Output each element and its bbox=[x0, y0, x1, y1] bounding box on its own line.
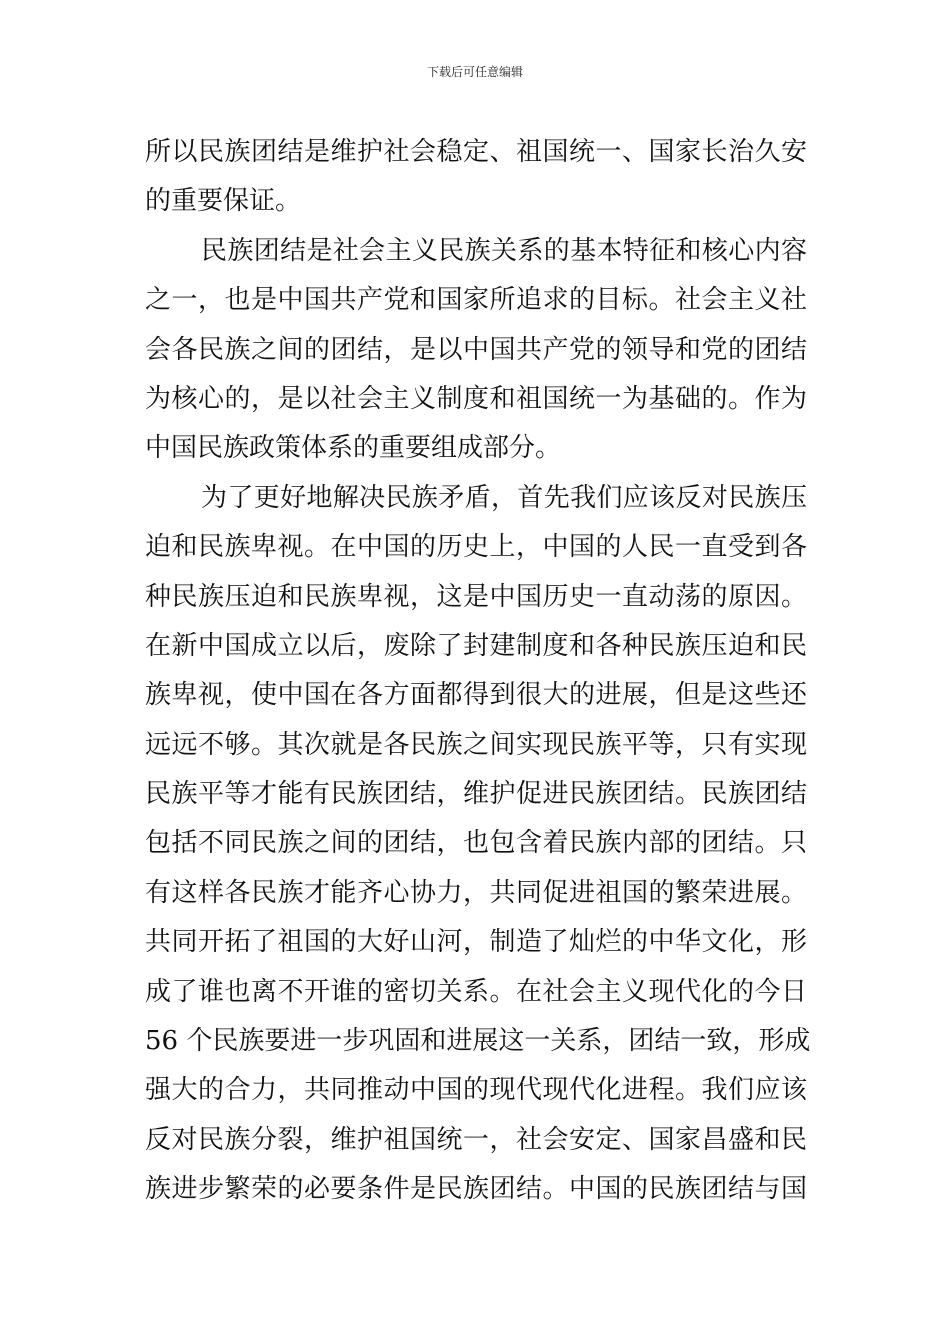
text-line: 族卑视，使中国在各方面都得到很大的进展，但是这些还 bbox=[145, 680, 807, 711]
text-line: 远远不够。其次就是各民族之间实现民族平等，只有实现 bbox=[145, 729, 807, 760]
text-line: 种民族压迫和民族卑视，这是中国历史一直动荡的原因。 bbox=[145, 581, 807, 612]
page-header: 下载后可任意编辑 bbox=[426, 65, 523, 79]
text-line: 民族团结是社会主义民族关系的基本特征和核心内容 bbox=[201, 235, 807, 266]
text-line: 会各民族之间的团结，是以中国共产党的领导和党的团结 bbox=[145, 334, 807, 365]
body-text bbox=[145, 128, 811, 1215]
text-line: 民族平等才能有民族团结，维护促进民族团结。民族团结 bbox=[145, 779, 807, 810]
text-line: 共同开拓了祖国的大好山河，制造了灿烂的中华文化，形 bbox=[145, 927, 807, 958]
text-line: 包括不同民族之间的团结，也包含着民族内部的团结。只 bbox=[145, 828, 807, 859]
text-line: 中国民族政策体系的重要组成部分。 bbox=[145, 433, 562, 464]
text-line: 为核心的，是以社会主义制度和祖国统一为基础的。作为 bbox=[145, 383, 807, 414]
text-line: 有这样各民族才能齐心协力，共同促进祖国的繁荣进展。 bbox=[145, 877, 807, 908]
text-line: 之一，也是中国共产党和国家所追求的目标。社会主义社 bbox=[145, 285, 807, 316]
text-line: 迫和民族卑视。在中国的历史上，中国的人民一直受到各 bbox=[145, 532, 807, 563]
text-line: 在新中国成立以后，废除了封建制度和各种民族压迫和民 bbox=[145, 630, 807, 661]
text-line: 56 个民族要进一步巩固和进展这一关系，团结一致，形成 bbox=[145, 1026, 811, 1057]
text-line: 所以民族团结是维护社会稳定、祖国统一、国家长治久安 bbox=[145, 137, 807, 167]
text-line: 反对民族分裂，维护祖国统一，社会安定、国家昌盛和民 bbox=[145, 1124, 807, 1155]
text-line: 的重要保证。 bbox=[145, 186, 302, 217]
text-line: 成了谁也离不开谁的密切关系。在社会主义现代化的今日 bbox=[145, 976, 807, 1007]
text-line: 强大的合力，共同推动中国的现代现代化进程。我们应该 bbox=[145, 1075, 807, 1106]
text-line: 族进步繁荣的必要条件是民族团结。中国的民族团结与国 bbox=[145, 1174, 807, 1205]
text-line: 为了更好地解决民族矛盾，首先我们应该反对民族压 bbox=[201, 482, 807, 513]
